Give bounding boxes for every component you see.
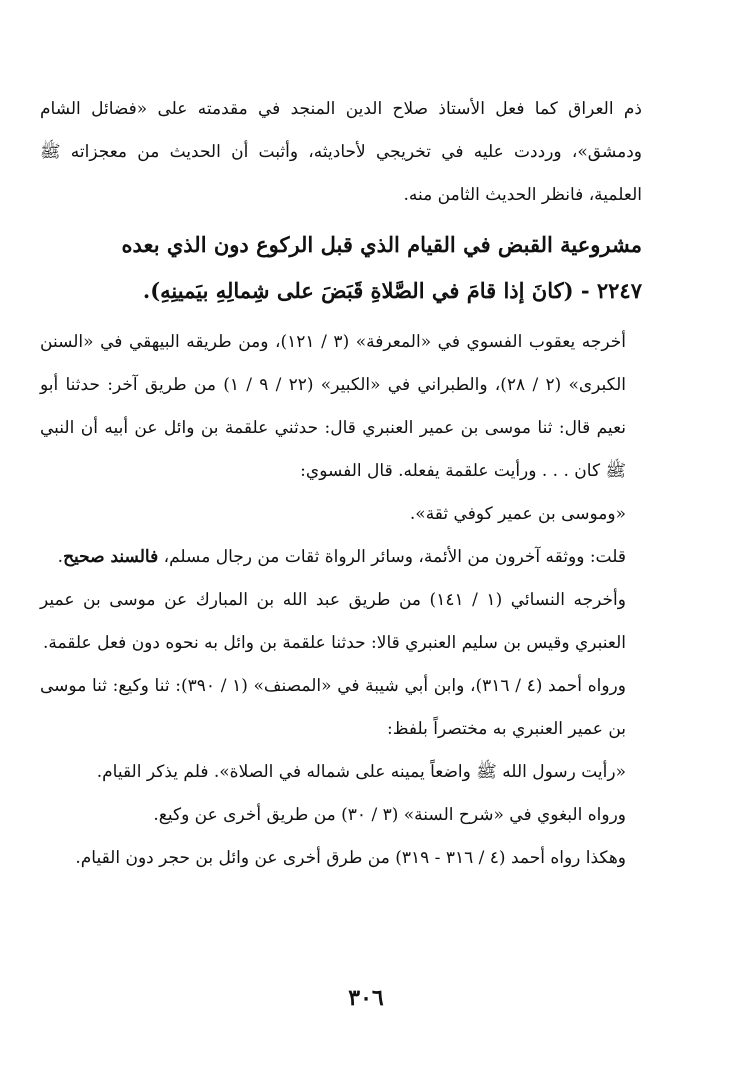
verdict-text: فالسند صحيح <box>63 547 159 567</box>
intro-paragraph: ذم العراق كما فعل الأستاذ صلاح الدين المنجد في مقدمته على «فضائل الشام ودمشق»، ورددت عليه في تخريجي لأحاديثه، وأثبت أن الحديث من معجزاته ﷺ العلمية، فانظر الحديث الثامن منه. <box>40 99 642 205</box>
ahmad-other-paragraph: وهكذا رواه أحمد (٤ / ٣١٦ - ٣١٩) من طرق أخرى عن وائل بن حجر دون القيام. <box>75 848 626 868</box>
comment-text: قلت: ووثقه آخرون من الأئمة، وسائر الرواة ثقات من رجال مسلم، <box>158 547 626 567</box>
nasai-paragraph: وأخرجه النسائي (١ / ١٤١) من طريق عبد الله بن المبارك عن موسى بن عمير العنبري وقيس بن سليم العنبري قالا: حدثنا علقمة بن وائل به نحوه دون فعل علقمة. <box>40 590 626 653</box>
section-heading: مشروعية القبض في القيام الذي قبل الركوع دون الذي بعده <box>121 232 642 257</box>
quote-paragraph: «وموسى بن عمير كوفي ثقة». <box>409 504 626 524</box>
hadith-text: ٢٢٤٧ - (كانَ إذا قامَ في الصَّلاةِ قَبَضَ على شِمالِهِ بيَمينِهِ). <box>142 278 642 303</box>
comment-paragraph <box>40 536 642 579</box>
takhrij-paragraph: أخرجه يعقوب الفسوي في «المعرفة» (٣ / ١٢١)، ومن طريقه البيهقي في «السنن الكبرى» (٢ / ٢٨)، والطبراني في «الكبير» (٢٢ / ٩ / ١) من طريق آخر: حدثنا أبو نعيم قال: ثنا موسى بن عمير العنبري قال: حدثني علقمة بن وائل عن أبيه أن النبي ﷺ كان . . . ورأيت علقمة يفعله. قال الفسوي: <box>40 332 626 481</box>
ahmad-paragraph: ورواه أحمد (٤ / ٣١٦)، وابن أبي شيبة في «المصنف» (١ / ٣٩٠): ثنا وكيع: ثنا موسى بن عمير العنبري به مختصراً بلفظ: <box>40 676 626 739</box>
comment-end: . <box>57 547 64 567</box>
page-number: ٣٠٦ <box>348 985 384 1011</box>
baghawi-paragraph: ورواه البغوي في «شرح السنة» (٣ / ٣٠) من طريق أخرى عن وكيع. <box>153 805 626 825</box>
narration-paragraph: «رأيت رسول الله ﷺ واضعاً يمينه على شماله في الصلاة». فلم يذكر القيام. <box>96 762 626 782</box>
